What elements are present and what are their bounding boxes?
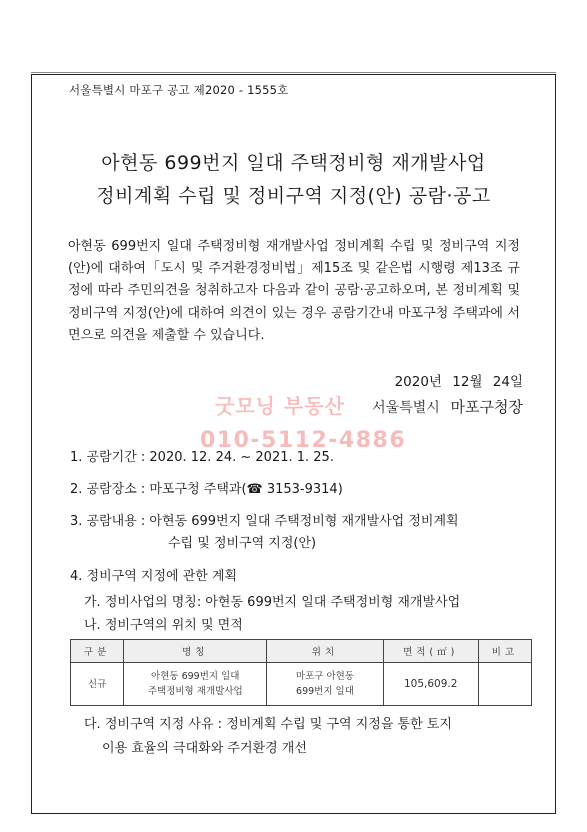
item-review-content-line2: 수립 및 정비구역 지정(안) — [168, 536, 317, 551]
item-review-content — [70, 511, 540, 555]
signer-office: 마포구청장 — [450, 398, 523, 416]
col-note: 비고 — [478, 640, 531, 663]
cell-name — [124, 663, 267, 706]
cell-location-line1: 마포구 아현동 — [295, 671, 355, 682]
item-review-period: 1. 공람기간 : 2020. 12. 24. ~ 2021. 1. 25. — [70, 450, 334, 465]
designation-reason — [84, 713, 534, 761]
cell-location-line2: 699번지 일대 — [296, 686, 354, 697]
cell-note — [478, 663, 531, 706]
col-name: 명칭 — [124, 640, 267, 663]
title-line-2: 정비계획 수립 및 정비구역 지정(안) 공람·공고 — [96, 185, 491, 207]
watermark-name: 굿모닝 부동산 — [215, 394, 345, 418]
signer — [372, 396, 523, 417]
notice-number: 서울특별시 마포구 공고 제2020 - 1555호 — [69, 83, 289, 97]
table-row — [71, 663, 532, 706]
cell-location — [267, 663, 383, 706]
sub-project-name: 가. 정비사업의 명칭: 아현동 699번지 일대 주택정비형 재개발사업 — [84, 595, 461, 610]
cell-name-line2: 주택정비형 재개발사업 — [147, 686, 243, 697]
col-kind: 구분 — [71, 640, 124, 663]
cell-area: 105,609.2 — [383, 663, 478, 706]
announcement-date: 2020년 12월 24일 — [394, 374, 523, 390]
cell-name-line1: 아현동 699번지 일대 — [151, 671, 240, 682]
district-table — [70, 639, 532, 706]
title-line-1: 아현동 699번지 일대 주택정비형 재개발사업 — [101, 152, 486, 174]
designation-reason-line2: 이용 효율의 극대화와 주거환경 개선 — [102, 741, 307, 756]
top-rule — [31, 72, 556, 73]
body-paragraph: 아현동 699번지 일대 주택정비형 재개발사업 정비계획 수립 및 정비구역 지정(안)에 대하여「도시 및 주거환경정비법」제15조 및 같은법 시행령 제13조 규정에 따라 주민의견을 청취하고자 다음과 같이 공람·공고하오며, 본 정비계획 및 정비구역 지정(안)에 대하여 의견이 있는 경우 공람기간내 마포구청 주택과에 서면으로 의견을 제출할 수 있습니다. — [68, 239, 520, 343]
item-review-content-line1: 3. 공람내용 : 아현동 699번지 일대 주택정비형 재개발사업 정비계획 — [70, 514, 459, 529]
item-review-place: 2. 공람장소 : 마포구청 주택과(☎ 3153-9314) — [70, 482, 343, 497]
watermark-phone: 010-5112-4886 — [200, 428, 407, 453]
col-location: 위치 — [267, 640, 383, 663]
designation-reason-line1: 다. 정비구역 지정 사유 : 정비계획 수립 및 구역 지정을 통한 토지 — [84, 717, 452, 732]
cell-kind: 신규 — [71, 663, 124, 706]
table-header-row — [71, 640, 532, 663]
sub-location-area: 나. 정비구역의 위치 및 면적 — [84, 618, 243, 633]
signer-city: 서울특별시 — [372, 400, 440, 416]
item-district-plan: 4. 정비구역 지정에 관한 계획 — [70, 569, 238, 584]
col-area: 면적(㎡) — [383, 640, 478, 663]
